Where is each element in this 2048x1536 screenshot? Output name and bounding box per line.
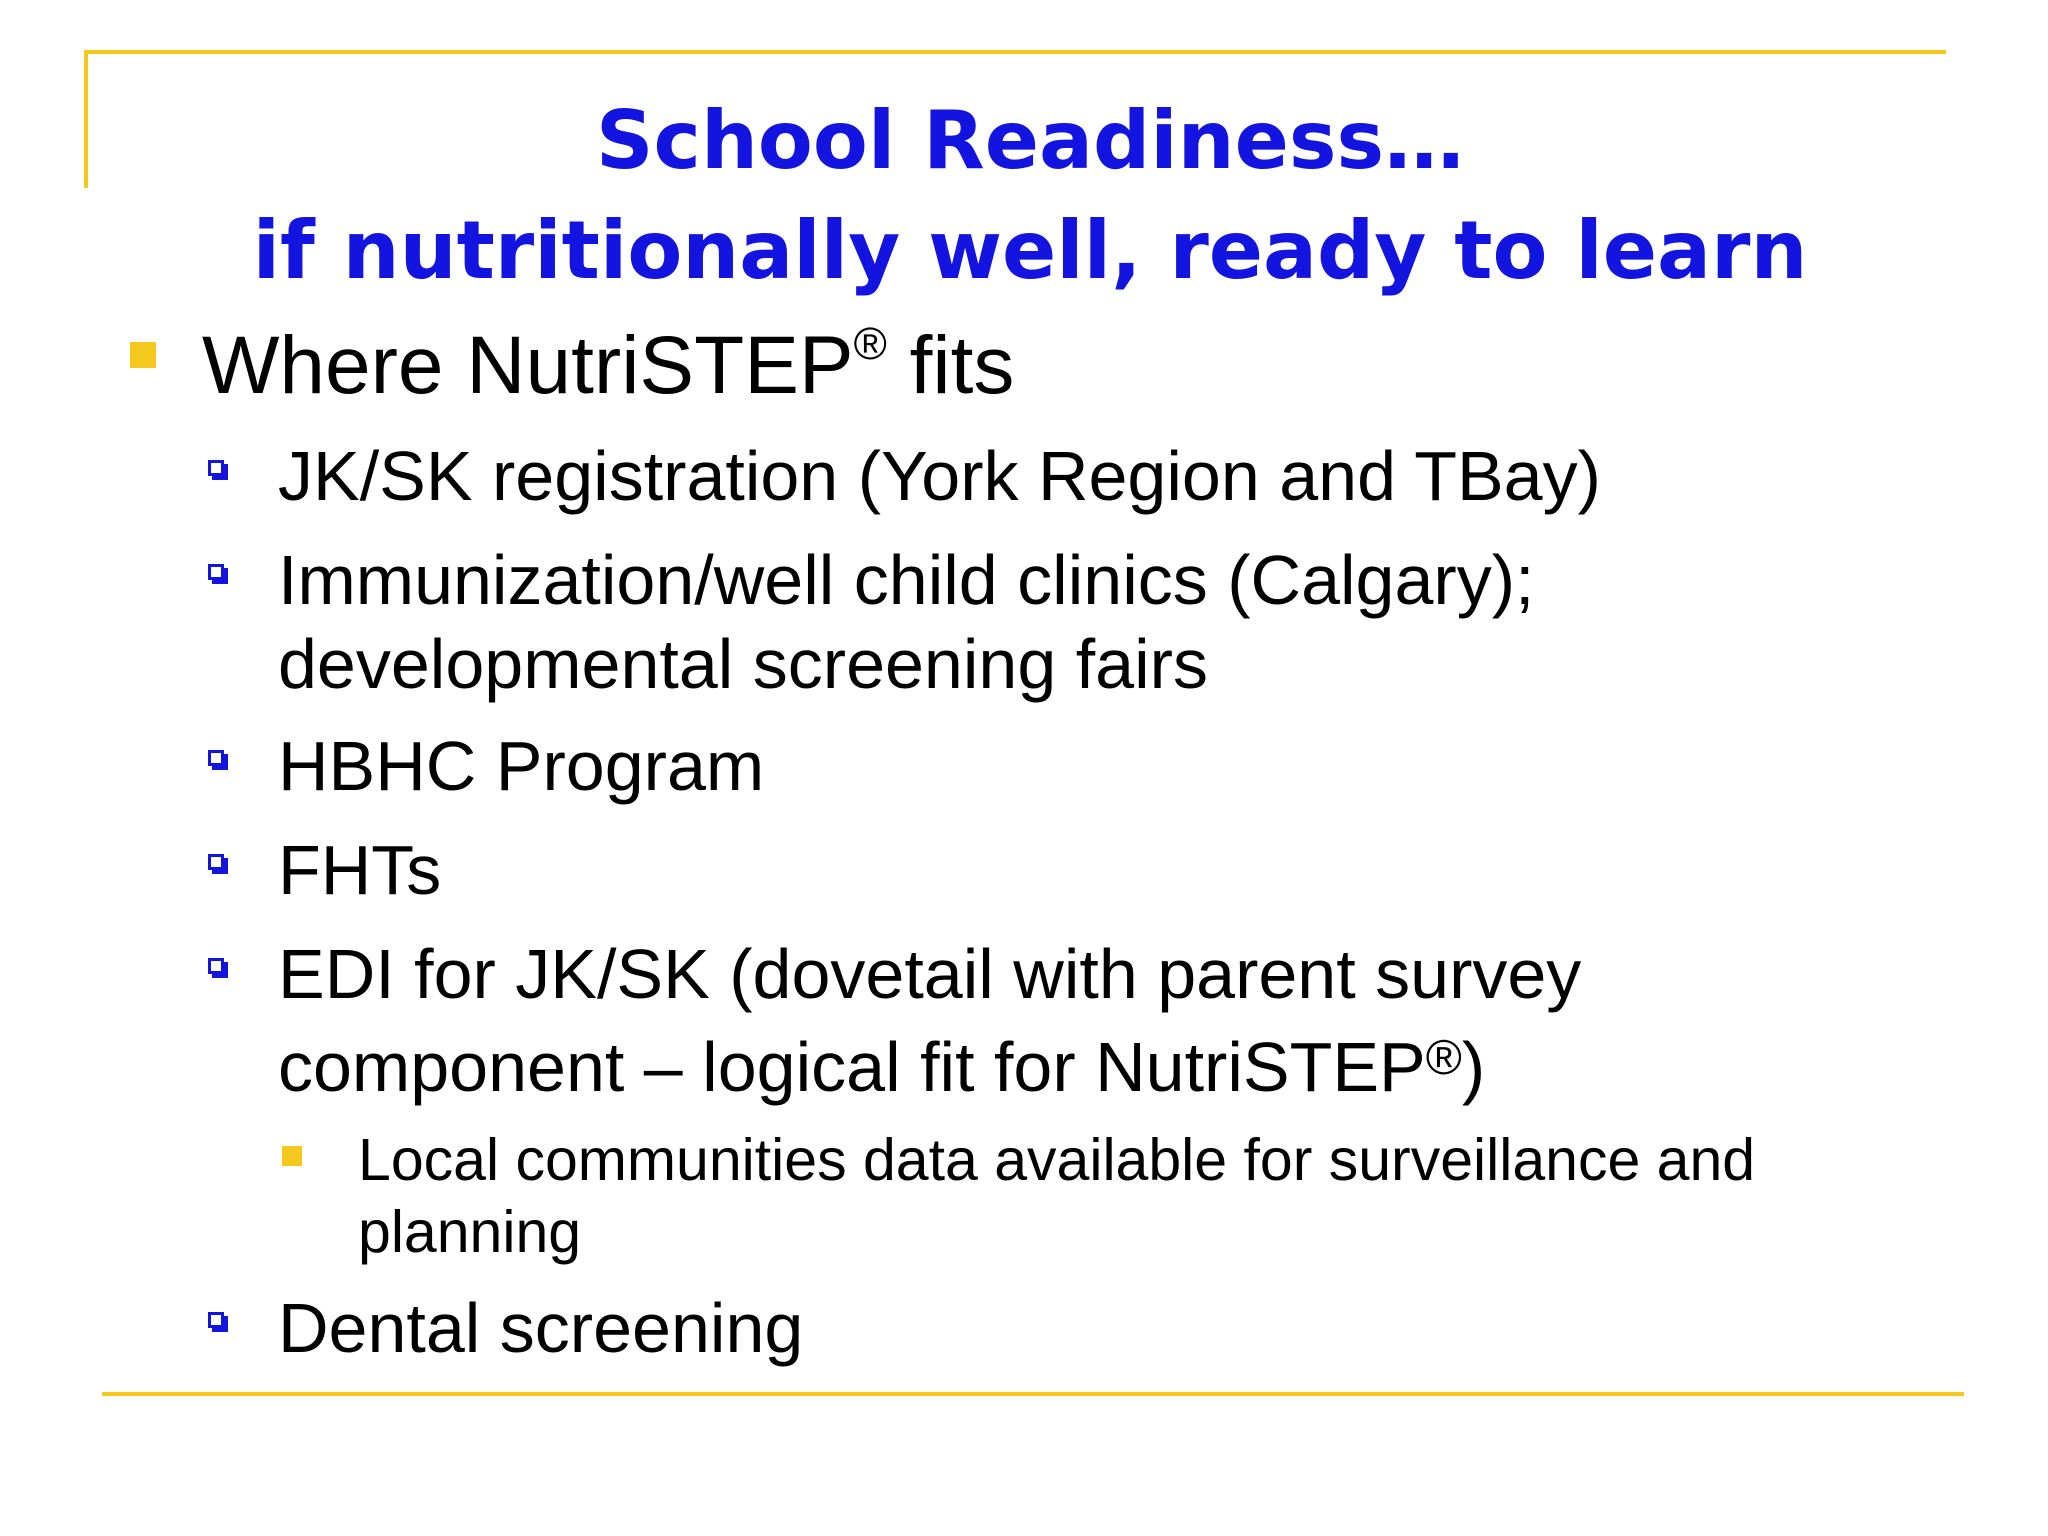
hollow-square-bullet-icon (208, 958, 224, 974)
hollow-square-bullet-icon (208, 1312, 224, 1328)
level1-item (202, 320, 1014, 412)
hollow-square-bullet-icon (208, 854, 224, 870)
list-item (278, 724, 764, 808)
list-item-line: JK/SK registration (York Region and TBay) (278, 437, 1601, 515)
level1-text-after: fits (886, 320, 1015, 411)
list-item (278, 434, 1601, 518)
registered-mark: ® (853, 318, 887, 370)
square-bullet-icon (282, 1146, 302, 1166)
registered-mark: ® (1425, 1031, 1462, 1085)
list-item-line-text: component – logical fit for NutriSTEP (278, 1028, 1426, 1107)
list-item-line: HBHC Program (278, 727, 765, 805)
sub-list-item-line: Local communities data available for surveillance and (358, 1127, 1756, 1193)
list-item (278, 828, 441, 912)
list-item-line (278, 1016, 1581, 1109)
hollow-square-bullet-icon (208, 564, 224, 580)
sub-list-item (358, 1124, 1755, 1268)
title-line-1: School Readiness… (595, 94, 1465, 187)
list-item (278, 538, 1534, 706)
list-item-line: FHTs (278, 831, 442, 909)
list-item-line: developmental screening fairs (278, 625, 1208, 703)
hollow-square-bullet-icon (208, 750, 224, 766)
list-item-line: EDI for JK/SK (dovetail with parent survey (278, 935, 1582, 1013)
square-bullet-icon (130, 342, 156, 368)
closing-paren: ) (1461, 1028, 1486, 1107)
title-line-2: if nutritionally well, ready to learn (252, 204, 1808, 297)
level1-text: Where NutriSTEP (202, 320, 854, 411)
list-item (278, 1286, 803, 1370)
list-item-line: Immunization/well child clinics (Calgary); (278, 541, 1535, 619)
list-item (278, 932, 1581, 1109)
hollow-square-bullet-icon (208, 460, 224, 476)
list-item-line: Dental screening (278, 1289, 804, 1367)
sub-list-item-line: planning (358, 1199, 582, 1265)
